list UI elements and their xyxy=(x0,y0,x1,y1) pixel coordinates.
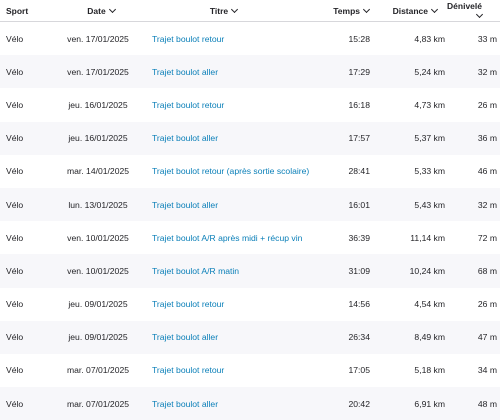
activity-title-link[interactable]: Trajet boulot A/R après midi + récup vin xyxy=(152,232,303,243)
table-row xyxy=(0,88,500,121)
cell-date: mar. 07/01/2025 xyxy=(66,365,130,376)
column-header-sport xyxy=(0,6,50,16)
table-row xyxy=(0,188,500,221)
cell-date: lun. 13/01/2025 xyxy=(68,199,128,210)
column-header-title[interactable] xyxy=(146,6,301,16)
cell-sport: Vélo xyxy=(6,332,24,343)
column-header-elevation[interactable] xyxy=(445,1,500,21)
cell-distance: 6,91 km xyxy=(414,398,445,409)
cell-date: ven. 10/01/2025 xyxy=(67,265,129,276)
chevron-down-icon xyxy=(476,10,483,17)
cell-time: 15:28 xyxy=(348,33,370,44)
cell-time: 17:57 xyxy=(348,133,370,144)
column-header-distance[interactable] xyxy=(372,6,445,16)
cell-time: 28:41 xyxy=(348,166,370,177)
cell-sport: Vélo xyxy=(6,99,24,110)
cell-time: 17:29 xyxy=(348,66,370,77)
activity-title-link[interactable]: Trajet boulot retour (après sortie scolaire) xyxy=(152,166,310,177)
cell-distance: 11,14 km xyxy=(410,232,445,243)
cell-date: jeu. 09/01/2025 xyxy=(68,299,128,310)
cell-sport: Vélo xyxy=(6,398,24,409)
activity-title-link[interactable]: Trajet boulot retour xyxy=(152,99,225,110)
activity-title-link[interactable]: Trajet boulot aller xyxy=(152,133,219,144)
cell-time: 16:18 xyxy=(348,99,370,110)
cell-distance: 5,24 km xyxy=(414,66,445,77)
cell-date: ven. 17/01/2025 xyxy=(67,66,129,77)
cell-elevation: 47 m xyxy=(477,332,497,343)
cell-date: jeu. 09/01/2025 xyxy=(68,332,128,343)
cell-distance: 5,33 km xyxy=(414,166,445,177)
column-header-sport-label: Sport xyxy=(6,5,29,16)
column-header-title-label: Titre xyxy=(209,5,229,16)
cell-time: 26:34 xyxy=(348,332,370,343)
column-header-elevation-label: Dénivelé xyxy=(447,0,482,11)
activity-title-link[interactable]: Trajet boulot aller xyxy=(152,332,219,343)
column-header-date-label: Date xyxy=(87,5,106,16)
chevron-down-icon xyxy=(363,5,370,12)
activity-title-link[interactable]: Trajet boulot aller xyxy=(152,398,219,409)
cell-time: 14:56 xyxy=(348,299,370,310)
activity-title-link[interactable]: Trajet boulot retour xyxy=(152,299,225,310)
cell-sport: Vélo xyxy=(6,33,24,44)
cell-elevation: 26 m xyxy=(477,299,497,310)
cell-elevation: 26 m xyxy=(477,99,497,110)
activity-title-link[interactable]: Trajet boulot aller xyxy=(152,66,219,77)
table-row xyxy=(0,55,500,88)
cell-date: mar. 14/01/2025 xyxy=(66,166,130,177)
cell-elevation: 34 m xyxy=(477,365,497,376)
cell-distance: 8,49 km xyxy=(414,332,445,343)
activity-title-link[interactable]: Trajet boulot A/R matin xyxy=(152,265,240,276)
cell-elevation: 68 m xyxy=(477,265,497,276)
table-row xyxy=(0,354,500,387)
cell-elevation: 36 m xyxy=(477,133,497,144)
cell-sport: Vélo xyxy=(6,166,24,177)
activity-title-link[interactable]: Trajet boulot aller xyxy=(152,199,219,210)
table-row xyxy=(0,22,500,55)
cell-sport: Vélo xyxy=(6,232,24,243)
cell-time: 20:42 xyxy=(348,398,370,409)
cell-date: mar. 07/01/2025 xyxy=(66,398,130,409)
cell-sport: Vélo xyxy=(6,299,24,310)
cell-distance: 5,43 km xyxy=(414,199,445,210)
cell-distance: 5,18 km xyxy=(414,365,445,376)
cell-distance: 10,24 km xyxy=(409,265,445,276)
cell-elevation: 32 m xyxy=(477,66,497,77)
cell-elevation: 32 m xyxy=(477,199,497,210)
chevron-down-icon xyxy=(109,5,116,12)
chevron-down-icon xyxy=(231,5,238,12)
cell-date: ven. 17/01/2025 xyxy=(67,33,129,44)
table-row xyxy=(0,254,500,287)
table-row xyxy=(0,122,500,155)
column-header-time-label: Temps xyxy=(333,5,360,16)
cell-elevation: 46 m xyxy=(477,166,497,177)
cell-date: ven. 10/01/2025 xyxy=(67,232,129,243)
table-row xyxy=(0,288,500,321)
column-header-time[interactable] xyxy=(301,6,372,16)
cell-time: 36:39 xyxy=(348,232,370,243)
cell-time: 16:01 xyxy=(348,199,370,210)
cell-time: 17:05 xyxy=(348,365,370,376)
cell-sport: Vélo xyxy=(6,199,24,210)
cell-distance: 4,54 km xyxy=(414,299,445,310)
cell-time: 31:09 xyxy=(348,265,370,276)
table-row xyxy=(0,387,500,420)
table-row xyxy=(0,155,500,188)
cell-sport: Vélo xyxy=(6,365,24,376)
column-header-date[interactable] xyxy=(50,6,146,16)
cell-sport: Vélo xyxy=(6,265,24,276)
cell-distance: 5,37 km xyxy=(414,133,445,144)
column-header-distance-label: Distance xyxy=(392,5,428,16)
cell-date: jeu. 16/01/2025 xyxy=(68,99,128,110)
chevron-down-icon xyxy=(431,5,438,12)
activity-title-link[interactable]: Trajet boulot retour xyxy=(152,365,225,376)
cell-distance: 4,73 km xyxy=(414,99,445,110)
table-header xyxy=(0,0,500,22)
cell-sport: Vélo xyxy=(6,66,24,77)
cell-elevation: 72 m xyxy=(477,232,497,243)
table-row xyxy=(0,321,500,354)
table-row xyxy=(0,221,500,254)
cell-elevation: 33 m xyxy=(477,33,497,44)
cell-sport: Vélo xyxy=(6,133,24,144)
activity-title-link[interactable]: Trajet boulot retour xyxy=(152,33,225,44)
cell-distance: 4,83 km xyxy=(414,33,445,44)
cell-date: jeu. 16/01/2025 xyxy=(68,133,128,144)
cell-elevation: 48 m xyxy=(477,398,497,409)
